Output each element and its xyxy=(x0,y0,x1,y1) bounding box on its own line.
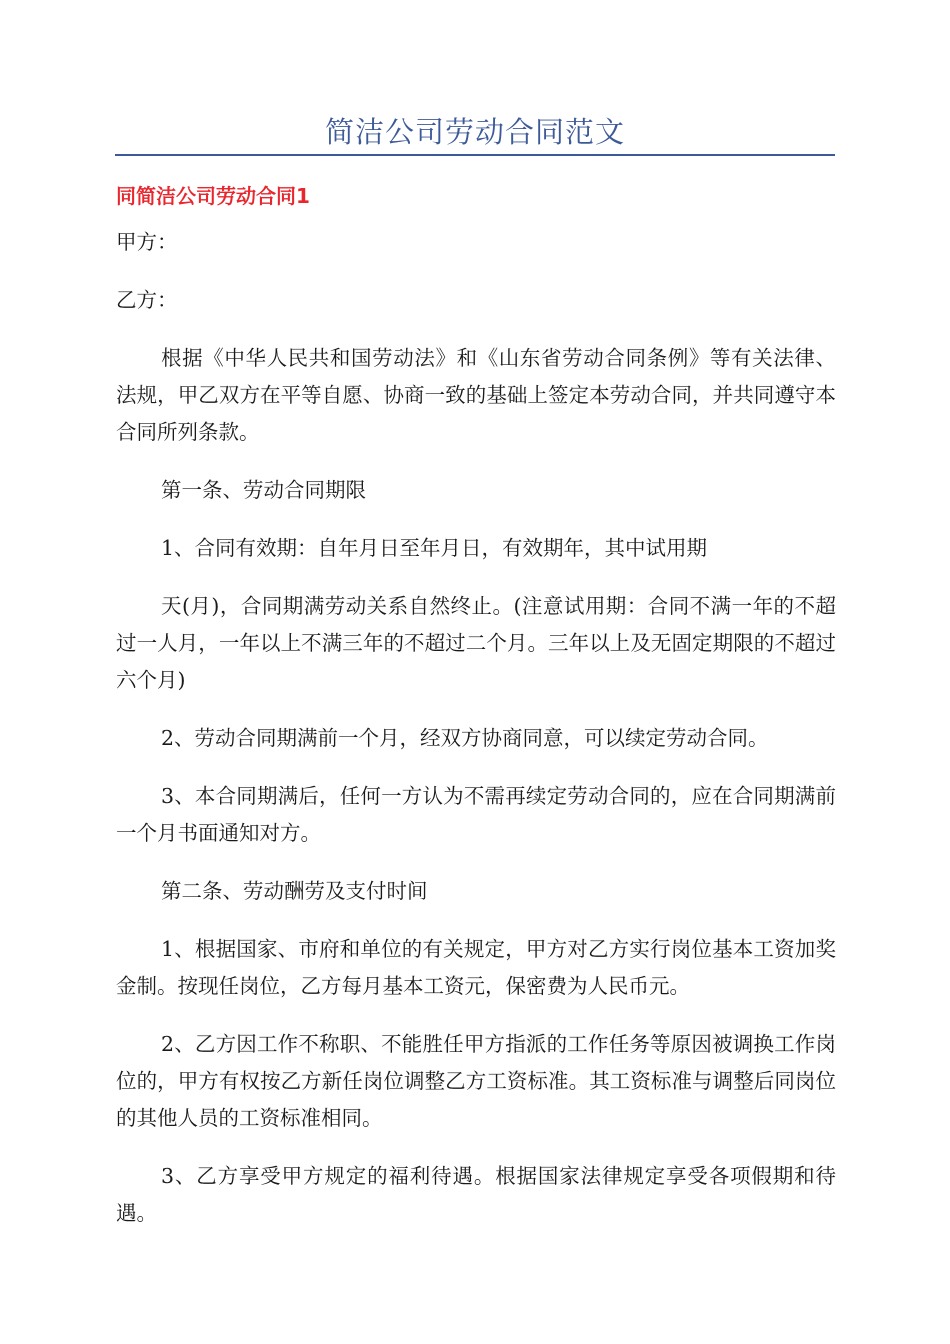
article-1-clause-2: 2、劳动合同期满前一个月，经双方协商同意，可以续定劳动合同。 xyxy=(161,726,769,750)
article-1-heading: 第一条、劳动合同期限 xyxy=(161,478,366,502)
article-1-clause-1: 1、合同有效期：自年月日至年月日，有效期年，其中试用期 xyxy=(161,536,708,560)
article-1-clause-3: 3、本合同期满后，任何一方认为不需再续定劳动合同的，应在合同期满前一个月书面通知对方。 xyxy=(116,784,836,845)
party-b-line: 乙方： xyxy=(116,288,178,312)
article-1-clause-1-continued: 天(月)，合同期满劳动关系自然终止。(注意试用期：合同不满一年的不超过一人月，一年以上不满三年的不超过二个月。三年以上及无固定期限的不超过六个月) xyxy=(116,594,836,692)
article-2-heading: 第二条、劳动酬劳及支付时间 xyxy=(161,879,428,903)
title-underline xyxy=(115,154,835,156)
section-heading: 同简洁公司劳动合同1 xyxy=(116,184,310,208)
party-a-line: 甲方： xyxy=(116,230,178,254)
document-title: 简洁公司劳动合同范文 xyxy=(324,115,625,149)
preamble-paragraph: 根据《中华人民共和国劳动法》和《山东省劳动合同条例》等有关法律、法规，甲乙双方在平等自愿、协商一致的基础上签定本劳动合同，并共同遵守本合同所列条款。 xyxy=(116,346,836,444)
article-2-clause-1: 1、根据国家、市府和单位的有关规定，甲方对乙方实行岗位基本工资加奖金制。按现任岗位，乙方每月基本工资元，保密费为人民币元。 xyxy=(116,937,836,998)
article-2-clause-3: 3、乙方享受甲方规定的福利待遇。根据国家法律规定享受各项假期和待遇。 xyxy=(116,1164,836,1225)
document-body xyxy=(116,224,836,1253)
article-2-clause-2: 2、乙方因工作不称职、不能胜任甲方指派的工作任务等原因被调换工作岗位的，甲方有权按乙方新任岗位调整乙方工资标准。其工资标准与调整后同岗位的其他人员的工资标准相同。 xyxy=(116,1032,836,1130)
